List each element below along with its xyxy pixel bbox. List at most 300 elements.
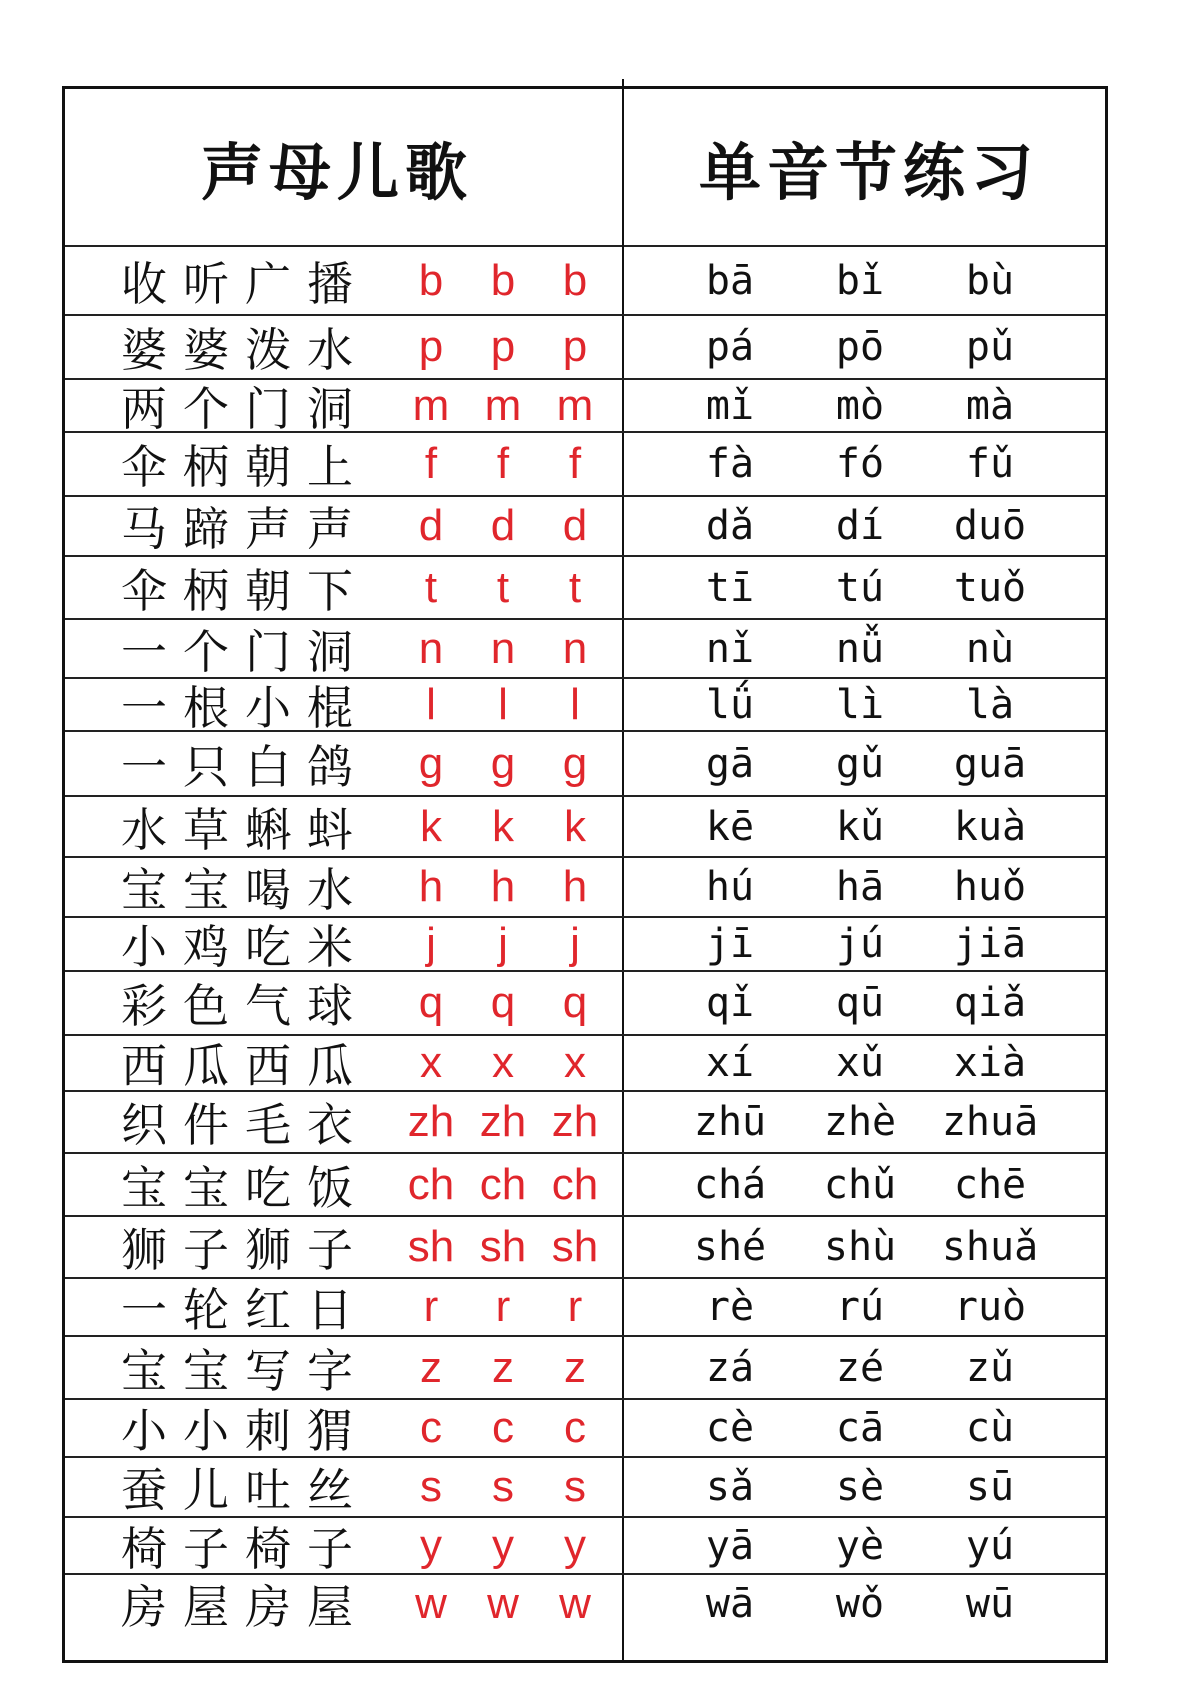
rhyme-text: [113, 1217, 361, 1277]
rhyme-char: 字: [307, 1343, 353, 1398]
rhyme-text: [113, 972, 361, 1034]
initial-letters: [395, 557, 623, 618]
rhyme-char: 色: [183, 979, 229, 1033]
table-row: [65, 732, 1105, 797]
syllable: xǔ: [835, 1040, 885, 1086]
rhyme-char: 伞: [121, 563, 167, 618]
initial-letter: y: [420, 1520, 442, 1570]
syllable: dí: [835, 503, 885, 549]
initial-letter: zh: [407, 1097, 455, 1146]
syllable: cè: [705, 1405, 755, 1451]
initial-letters: [395, 1458, 623, 1516]
rhyme-char: 一: [121, 680, 167, 735]
rhyme-char: 根: [183, 680, 229, 735]
header-single-syllable-practice: 单音节练习: [698, 135, 1039, 209]
rhyme-char: 椅: [245, 1521, 291, 1576]
rhyme-char: 小: [121, 1404, 167, 1458]
initial-letter: zh: [479, 1097, 527, 1146]
initial-letters: [395, 1400, 623, 1456]
rhyme-char: 刺: [245, 1404, 291, 1458]
rhyme-char: 子: [183, 1223, 229, 1277]
rhyme-char: 蝌: [245, 802, 291, 857]
pinyin-initials-table: [62, 86, 1108, 1663]
initial-letter: ch: [479, 1159, 527, 1209]
rhyme-char: 广: [245, 256, 291, 311]
syllable: kē: [705, 803, 755, 850]
initial-letter: l: [570, 679, 580, 729]
syllable: wā: [705, 1580, 755, 1627]
initial-letters: [395, 679, 623, 730]
syllable: gǔ: [835, 740, 885, 787]
table-header: [65, 89, 1105, 247]
syllable-practice: [625, 247, 1105, 314]
initial-letter: q: [490, 978, 516, 1027]
initial-letter: j: [570, 919, 580, 968]
syllable-practice: [625, 972, 1105, 1034]
initial-letter: d: [490, 501, 516, 550]
initial-letters: [395, 380, 623, 431]
syllable: fà: [705, 441, 755, 487]
rhyme-text: [113, 1458, 361, 1516]
initial-letter: x: [564, 1038, 586, 1087]
syllable-practice: [625, 732, 1105, 795]
syllable: pá: [705, 324, 755, 370]
rhyme-char: 草: [183, 802, 229, 857]
table-row: [65, 620, 1105, 679]
syllable: rè: [705, 1284, 755, 1330]
initial-letter: m: [484, 380, 522, 430]
table-row: [65, 797, 1105, 858]
syllable: nǚ: [835, 625, 885, 672]
rhyme-text: [113, 557, 361, 618]
initial-letters: [395, 732, 623, 795]
syllable: zá: [705, 1344, 755, 1391]
rhyme-char: 饭: [307, 1160, 353, 1215]
table-row: [65, 1036, 1105, 1092]
rhyme-char: 椅: [121, 1521, 167, 1576]
syllable: sè: [835, 1464, 885, 1510]
initial-letter: k: [420, 801, 442, 851]
table-row: [65, 1337, 1105, 1400]
rhyme-char: 洞: [307, 624, 353, 679]
rhyme-char: 子: [307, 1223, 353, 1277]
rhyme-char: 水: [307, 323, 353, 377]
initial-letter: m: [556, 380, 594, 430]
syllable: là: [965, 681, 1015, 728]
table-row: [65, 380, 1105, 436]
rhyme-char: 彩: [121, 979, 167, 1033]
table-row: [65, 497, 1105, 557]
initial-letters: [395, 433, 623, 495]
rhyme-char: 儿: [183, 1463, 229, 1517]
rhyme-char: 一: [121, 624, 167, 679]
syllable-practice: [625, 1279, 1105, 1335]
syllable: shù: [823, 1224, 897, 1270]
table-row: [65, 1575, 1105, 1660]
initial-letter: m: [412, 380, 450, 430]
syllable: kuà: [953, 803, 1027, 850]
syllable: chǔ: [823, 1161, 897, 1208]
syllable-practice: [625, 557, 1105, 618]
syllable: mò: [835, 382, 885, 429]
rhyme-text: [113, 316, 361, 378]
syllable: chá: [693, 1161, 767, 1208]
syllable: lǘ: [705, 681, 755, 728]
table-row: [65, 1092, 1105, 1154]
rhyme-char: 西: [245, 1039, 291, 1093]
rhyme-text: [113, 858, 361, 916]
initial-letter: h: [418, 862, 444, 911]
rhyme-char: 轮: [183, 1283, 229, 1337]
initial-letters: [395, 1575, 623, 1632]
rhyme-char: 门: [245, 381, 291, 436]
table-row: [65, 247, 1105, 316]
initial-letters: [395, 1217, 623, 1277]
syllable: jī: [705, 921, 755, 967]
rhyme-char: 水: [121, 802, 167, 857]
initial-letters: [395, 918, 623, 970]
syllable: tī: [705, 564, 755, 611]
initial-letter: p: [490, 322, 516, 371]
syllable: mǐ: [705, 382, 755, 429]
rhyme-text: [113, 1337, 361, 1398]
rhyme-char: 房: [121, 1579, 167, 1634]
initial-letter: f: [424, 439, 438, 488]
initial-letter: l: [426, 679, 436, 729]
syllable: tuǒ: [953, 564, 1027, 611]
syllable-practice: [625, 918, 1105, 970]
initial-letter: l: [498, 679, 508, 729]
rhyme-text: [113, 620, 361, 677]
syllable: bù: [965, 257, 1015, 304]
initial-letters: [395, 972, 623, 1034]
syllable: nǐ: [705, 625, 755, 672]
syllable: cù: [965, 1405, 1015, 1451]
syllable: jú: [835, 921, 885, 967]
initial-letter: k: [492, 801, 514, 851]
syllable: cā: [835, 1405, 885, 1451]
syllable: qū: [835, 980, 885, 1026]
rhyme-char: 子: [307, 1521, 353, 1576]
initial-letter: h: [562, 862, 588, 911]
rhyme-char: 门: [245, 624, 291, 679]
initial-letter: g: [562, 738, 588, 788]
initial-letter: sh: [551, 1222, 599, 1271]
rhyme-char: 声: [245, 502, 291, 556]
initial-letter: b: [418, 255, 444, 305]
initial-letter: b: [562, 255, 588, 305]
syllable-practice: [625, 316, 1105, 378]
table-row: [65, 316, 1105, 380]
initial-letter: ch: [407, 1159, 455, 1209]
syllable: guā: [953, 740, 1027, 787]
syllable: bǐ: [835, 257, 885, 304]
syllable: zhuā: [941, 1099, 1039, 1145]
syllable: bā: [705, 257, 755, 304]
rhyme-char: 鸽: [307, 739, 353, 794]
initial-letter: y: [492, 1520, 514, 1570]
rhyme-char: 小: [121, 920, 167, 974]
rhyme-text: [113, 1092, 361, 1152]
syllable-practice: [625, 858, 1105, 916]
syllable: zhū: [693, 1099, 767, 1145]
initial-letter: z: [564, 1342, 586, 1392]
syllable: wǒ: [835, 1580, 885, 1627]
syllable: qǐ: [705, 980, 755, 1026]
initial-letter: t: [496, 562, 510, 612]
table-row: [65, 858, 1105, 918]
rhyme-char: 屋: [307, 1579, 353, 1634]
rhyme-char: 红: [245, 1283, 291, 1337]
rhyme-char: 喝: [245, 863, 291, 917]
rhyme-char: 子: [183, 1521, 229, 1576]
rhyme-text: [113, 679, 361, 735]
initial-letter: s: [564, 1462, 586, 1511]
syllable: pō: [835, 324, 885, 370]
table-row: [65, 1400, 1105, 1458]
syllable-practice: [625, 497, 1105, 555]
rhyme-char: 婆: [183, 323, 229, 377]
rhyme-char: 瓜: [307, 1039, 353, 1093]
table-row: [65, 1518, 1105, 1575]
initial-letter: y: [564, 1520, 586, 1570]
rhyme-char: 只: [183, 739, 229, 794]
syllable-practice: [625, 797, 1105, 856]
syllable-practice: [625, 433, 1105, 495]
rhyme-char: 鸡: [183, 920, 229, 974]
initial-letter: w: [415, 1578, 447, 1628]
initial-letter: q: [418, 978, 444, 1027]
syllable-practice: [625, 1518, 1105, 1573]
table-row: [65, 972, 1105, 1036]
rhyme-char: 吃: [245, 920, 291, 974]
syllable-practice: [625, 1337, 1105, 1398]
initial-letter: r: [423, 1282, 439, 1331]
rhyme-text: [113, 497, 361, 555]
initial-letter: n: [562, 623, 588, 673]
rhyme-char: 柄: [183, 563, 229, 618]
rhyme-char: 棍: [307, 680, 353, 735]
initial-letter: f: [568, 439, 582, 488]
initial-letter: x: [420, 1038, 442, 1087]
initial-letter: c: [564, 1403, 586, 1452]
rhyme-char: 朝: [245, 563, 291, 618]
syllable: fǔ: [965, 441, 1015, 487]
syllable: xià: [953, 1040, 1027, 1086]
syllable: wū: [965, 1580, 1015, 1627]
rhyme-char: 马: [121, 502, 167, 556]
rhyme-text: [113, 918, 361, 974]
rhyme-char: 蚕: [121, 1463, 167, 1517]
initial-letter: n: [490, 623, 516, 673]
rhyme-char: 宝: [121, 863, 167, 917]
syllable: sǎ: [705, 1464, 755, 1510]
initial-letters: [395, 497, 623, 555]
syllable: yú: [965, 1522, 1015, 1569]
syllable: ruò: [953, 1284, 1027, 1330]
syllable: nù: [965, 625, 1015, 672]
syllable-practice: [625, 1092, 1105, 1152]
initial-letter: sh: [479, 1222, 527, 1271]
rhyme-char: 泼: [245, 323, 291, 377]
initial-letter: x: [492, 1038, 514, 1087]
rhyme-char: 猬: [307, 1404, 353, 1458]
syllable: jiā: [953, 921, 1027, 967]
table-row: [65, 1154, 1105, 1217]
syllable-practice: [625, 1458, 1105, 1516]
initial-letter: z: [492, 1342, 514, 1392]
table-row: [65, 433, 1105, 497]
rhyme-char: 丝: [307, 1463, 353, 1517]
initial-letter: p: [418, 322, 444, 371]
syllable: fó: [835, 441, 885, 487]
rhyme-text: [113, 797, 361, 856]
initial-letters: [395, 247, 623, 314]
rhyme-char: 织: [121, 1098, 167, 1152]
syllable: yè: [835, 1522, 885, 1569]
rhyme-char: 衣: [307, 1098, 353, 1152]
initial-letter: d: [418, 501, 444, 550]
rhyme-char: 小: [183, 1404, 229, 1458]
syllable: duō: [953, 503, 1027, 549]
initial-letters: [395, 1092, 623, 1152]
syllable: shé: [693, 1224, 767, 1270]
rhyme-char: 下: [307, 563, 353, 618]
initial-letter: t: [424, 562, 438, 612]
syllable: shuǎ: [941, 1224, 1039, 1270]
rhyme-char: 伞: [121, 440, 167, 494]
rhyme-char: 水: [307, 863, 353, 917]
rhyme-char: 毛: [245, 1098, 291, 1152]
rhyme-char: 吃: [245, 1160, 291, 1215]
rhyme-char: 听: [183, 256, 229, 311]
rhyme-text: [113, 433, 361, 495]
syllable: rú: [835, 1284, 885, 1330]
rhyme-char: 蚪: [307, 802, 353, 857]
syllable: zǔ: [965, 1344, 1015, 1391]
rhyme-text: [113, 380, 361, 436]
initial-letter: b: [490, 255, 516, 305]
rhyme-char: 写: [245, 1343, 291, 1398]
rhyme-char: 朝: [245, 440, 291, 494]
syllable-practice: [625, 620, 1105, 677]
syllable: gā: [705, 740, 755, 787]
rhyme-char: 蹄: [183, 502, 229, 556]
rhyme-char: 日: [307, 1283, 353, 1337]
syllable: huǒ: [953, 864, 1027, 910]
table-row: [65, 557, 1105, 620]
syllable-practice: [625, 1036, 1105, 1090]
initial-letters: [395, 858, 623, 916]
rhyme-char: 洞: [307, 381, 353, 436]
syllable-practice: [625, 1575, 1105, 1632]
rhyme-text: [113, 732, 361, 795]
syllable-practice: [625, 679, 1105, 730]
rhyme-char: 声: [307, 502, 353, 556]
syllable: lì: [835, 681, 885, 728]
initial-letter: ch: [551, 1159, 599, 1209]
rhyme-char: 宝: [183, 1160, 229, 1215]
initial-letter: s: [492, 1462, 514, 1511]
initial-letter: j: [498, 919, 508, 968]
rhyme-char: 白: [245, 739, 291, 794]
syllable: hú: [705, 864, 755, 910]
syllable-practice: [625, 1400, 1105, 1456]
syllable: zé: [835, 1344, 885, 1391]
syllable-practice: [625, 380, 1105, 431]
syllable-practice: [625, 1217, 1105, 1277]
initial-letter: k: [564, 801, 586, 851]
initial-letters: [395, 797, 623, 856]
initial-letter: g: [490, 738, 516, 788]
rhyme-char: 一: [121, 739, 167, 794]
initial-letter: p: [562, 322, 588, 371]
rhyme-char: 屋: [183, 1579, 229, 1634]
initial-letter: c: [492, 1403, 514, 1452]
table-body: [65, 247, 1105, 1660]
rhyme-char: 宝: [183, 863, 229, 917]
initial-letters: [395, 1279, 623, 1335]
initial-letter: r: [495, 1282, 511, 1331]
initial-letter: s: [420, 1462, 442, 1511]
rhyme-char: 两: [121, 381, 167, 436]
syllable-practice: [625, 1154, 1105, 1215]
rhyme-char: 个: [183, 624, 229, 679]
initial-letter: w: [559, 1578, 591, 1628]
rhyme-char: 宝: [121, 1160, 167, 1215]
rhyme-char: 瓜: [183, 1039, 229, 1093]
rhyme-char: 米: [307, 920, 353, 974]
syllable: qiǎ: [953, 980, 1027, 1026]
header-initial-rhymes: 声母儿歌: [200, 135, 473, 209]
rhyme-text: [113, 1575, 361, 1632]
initial-letters: [395, 620, 623, 677]
table-row: [65, 1458, 1105, 1518]
rhyme-char: 气: [245, 979, 291, 1033]
initial-letters: [395, 316, 623, 378]
rhyme-text: [113, 1400, 361, 1456]
rhyme-char: 狮: [245, 1223, 291, 1277]
rhyme-char: 播: [307, 256, 353, 311]
initial-letters: [395, 1154, 623, 1215]
syllable: kǔ: [835, 803, 885, 850]
initial-letter: n: [418, 623, 444, 673]
initial-letter: z: [420, 1342, 442, 1392]
initial-letter: f: [496, 439, 510, 488]
table-row: [65, 1279, 1105, 1337]
initial-letters: [395, 1337, 623, 1398]
initial-letter: c: [420, 1403, 442, 1452]
rhyme-text: [113, 1518, 361, 1576]
rhyme-char: 宝: [121, 1343, 167, 1398]
rhyme-char: 收: [121, 256, 167, 311]
rhyme-char: 上: [307, 440, 353, 494]
initial-letter: sh: [407, 1222, 455, 1271]
rhyme-char: 小: [245, 680, 291, 735]
initial-letter: j: [426, 919, 436, 968]
rhyme-char: 狮: [121, 1223, 167, 1277]
initial-letter: r: [567, 1282, 583, 1331]
table-row: [65, 918, 1105, 972]
syllable: dǎ: [705, 503, 755, 549]
rhyme-char: 球: [307, 979, 353, 1033]
rhyme-text: [113, 247, 361, 314]
table-row: [65, 1217, 1105, 1279]
rhyme-text: [113, 1036, 361, 1093]
initial-letter: t: [568, 562, 582, 612]
initial-letter: g: [418, 738, 444, 788]
rhyme-char: 件: [183, 1098, 229, 1152]
